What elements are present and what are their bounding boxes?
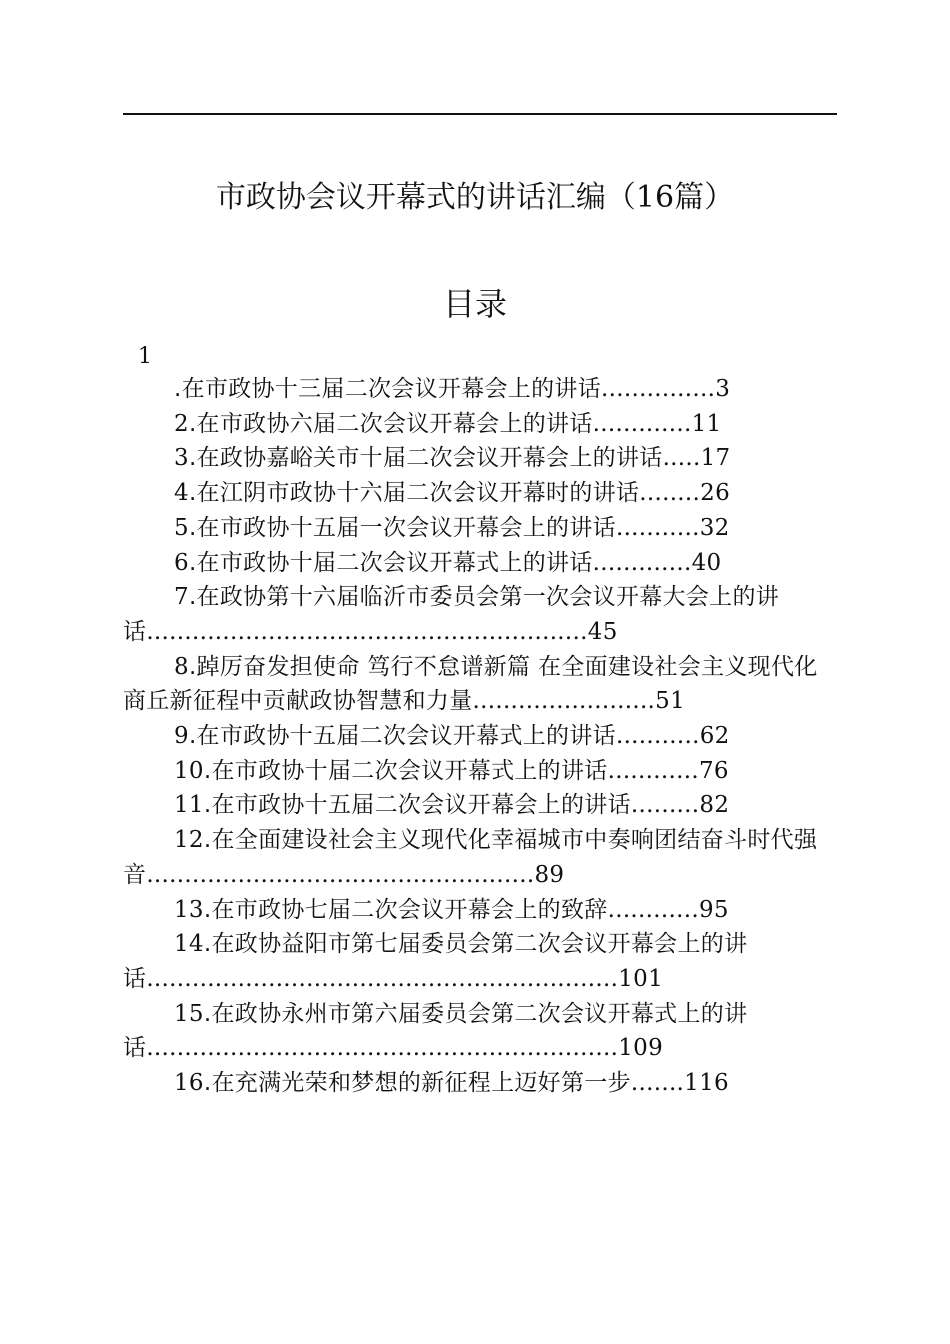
toc-entry-page: 62 xyxy=(699,723,730,750)
toc-entry-title: .在政协第十六届临沂市委员会第一次会议开幕大会上的讲话 xyxy=(123,584,780,645)
toc-entry-leader: ............. xyxy=(592,549,692,576)
toc-entry-leader: ............. xyxy=(592,410,692,437)
header-rule xyxy=(123,113,837,115)
toc-entry-page: 82 xyxy=(699,792,730,819)
toc-entry-title: .在全面建设社会主义现代化幸福城市中奏响团结奋斗时代强音 xyxy=(123,827,818,888)
toc-entry[interactable] xyxy=(123,511,839,546)
document-title xyxy=(0,176,950,220)
toc-entry-number: 15 xyxy=(174,1000,204,1027)
toc-entry-page: 95 xyxy=(698,896,729,923)
toc-entry-title: .在充满光荣和梦想的新征程上迈好第一步 xyxy=(203,1070,631,1097)
toc-entry[interactable] xyxy=(123,927,839,996)
toc-entry-number: 14 xyxy=(174,931,204,958)
toc-entry-title: .在市政协十届二次会议开幕式上的讲话 xyxy=(203,757,608,784)
toc-entry-title: .在政协嘉峪关市十届二次会议开幕会上的讲话 xyxy=(188,445,663,472)
toc-entry-title: .在市政协十五届二次会议开幕式上的讲话 xyxy=(188,723,616,750)
toc-entry-title: .在市政协七届二次会议开幕会上的致辞 xyxy=(203,896,608,923)
toc-entry-leader: ........... xyxy=(615,514,700,541)
toc-entry-leader: ..... xyxy=(662,445,701,472)
toc-entry-page: 76 xyxy=(698,757,729,784)
toc-entry-leader: ................................................... xyxy=(146,861,535,888)
toc-entry-page: 26 xyxy=(700,480,731,507)
toc-entry[interactable] xyxy=(123,893,839,928)
toc-entry-page: 17 xyxy=(700,445,731,472)
toc-entry[interactable] xyxy=(123,476,839,511)
toc-entry-page: 116 xyxy=(684,1070,729,1097)
toc-entry-number: 4 xyxy=(174,480,189,507)
toc-entry-page: 32 xyxy=(699,514,730,541)
toc-entry-title: .在市政协十五届一次会议开幕会上的讲话 xyxy=(188,514,616,541)
toc-entry-title: .在市政协十三届二次会议开幕会上的讲话 xyxy=(174,376,602,402)
toc-entry-title: .在市政协六届二次会议开幕会上的讲话 xyxy=(188,410,593,437)
toc-entry-number: 7 xyxy=(174,584,189,611)
toc-entry-leader: ........ xyxy=(639,480,701,507)
toc-entry-page: 45 xyxy=(587,618,618,645)
toc-entry-leader: ........................ xyxy=(472,688,656,715)
toc-entry-title: .踔厉奋发担使命 笃行不怠谱新篇 在全面建设社会主义现代化商丘新征程中贡献政协智慧和力量 xyxy=(123,653,818,715)
toc-entry-number: 11 xyxy=(174,792,204,819)
toc-entry[interactable] xyxy=(123,823,839,892)
toc-entry-number: 2 xyxy=(174,410,189,437)
toc-entry-page: 101 xyxy=(618,965,664,992)
toc-entry-page: 3 xyxy=(715,376,731,402)
toc-entry-number: 3 xyxy=(174,445,189,472)
toc-entry-number: 16 xyxy=(174,1070,204,1097)
toc-entry-leader: ............ xyxy=(607,896,699,923)
toc-entry[interactable] xyxy=(123,650,839,719)
toc-first-number: 1 xyxy=(138,344,152,369)
toc-entry-number: 8 xyxy=(174,653,189,680)
toc-entry-number: 9 xyxy=(174,723,189,750)
toc-heading: 目录 xyxy=(442,285,507,323)
toc-entry-page: 89 xyxy=(534,861,565,888)
toc-entry-page: 40 xyxy=(691,549,722,576)
toc-entry-title: .在政协益阳市第七届委员会第二次会议开幕会上的讲话 xyxy=(123,931,748,992)
toc-entry[interactable] xyxy=(123,407,839,442)
title-suffix: 篇） xyxy=(674,180,735,215)
toc-entry-number: 5 xyxy=(174,514,189,541)
toc-entry-title: .在市政协十届二次会议开幕式上的讲话 xyxy=(188,549,593,576)
toc-entry-title: .在市政协十五届二次会议开幕会上的讲话 xyxy=(203,792,631,819)
toc-entry[interactable] xyxy=(123,441,839,476)
toc-entry[interactable] xyxy=(123,1066,839,1101)
toc-entry-leader: ....... xyxy=(630,1070,685,1097)
toc-entry[interactable] xyxy=(123,754,839,789)
toc-entry-leader: ......... xyxy=(630,792,700,819)
toc-entry-page: 11 xyxy=(691,410,722,437)
toc-entry-page: 51 xyxy=(655,688,686,715)
toc-entry-number: 10 xyxy=(174,757,204,784)
toc-entry-number: 6 xyxy=(174,549,189,576)
title-text: 市政协会议开幕式的讲话汇编（ xyxy=(215,180,636,215)
toc-entry[interactable] xyxy=(123,546,839,581)
toc-entry[interactable] xyxy=(123,580,839,649)
title-count: 16 xyxy=(635,180,675,215)
toc-entry-leader: .............................................................. xyxy=(146,1035,619,1062)
toc-entry-number: 13 xyxy=(174,896,204,923)
table-of-contents xyxy=(123,372,839,1101)
toc-entry-leader: ........... xyxy=(615,723,700,750)
toc-entry-title: .在政协永州市第六届委员会第二次会议开幕式上的讲话 xyxy=(123,1000,748,1062)
toc-entry-leader: .......................................................... xyxy=(146,618,588,645)
toc-entry-page: 109 xyxy=(618,1035,664,1062)
toc-entry-leader: ............ xyxy=(607,757,699,784)
toc-entry-number: 12 xyxy=(174,827,204,854)
toc-entry[interactable] xyxy=(123,788,839,823)
toc-entry-title: .在江阴市政协十六届二次会议开幕时的讲话 xyxy=(188,480,640,507)
toc-entry-leader: ............... xyxy=(601,376,716,402)
toc-entry[interactable] xyxy=(123,997,839,1066)
toc-entry[interactable] xyxy=(123,719,839,754)
toc-entry-leader: .............................................................. xyxy=(146,965,619,992)
toc-entry[interactable] xyxy=(123,372,839,407)
